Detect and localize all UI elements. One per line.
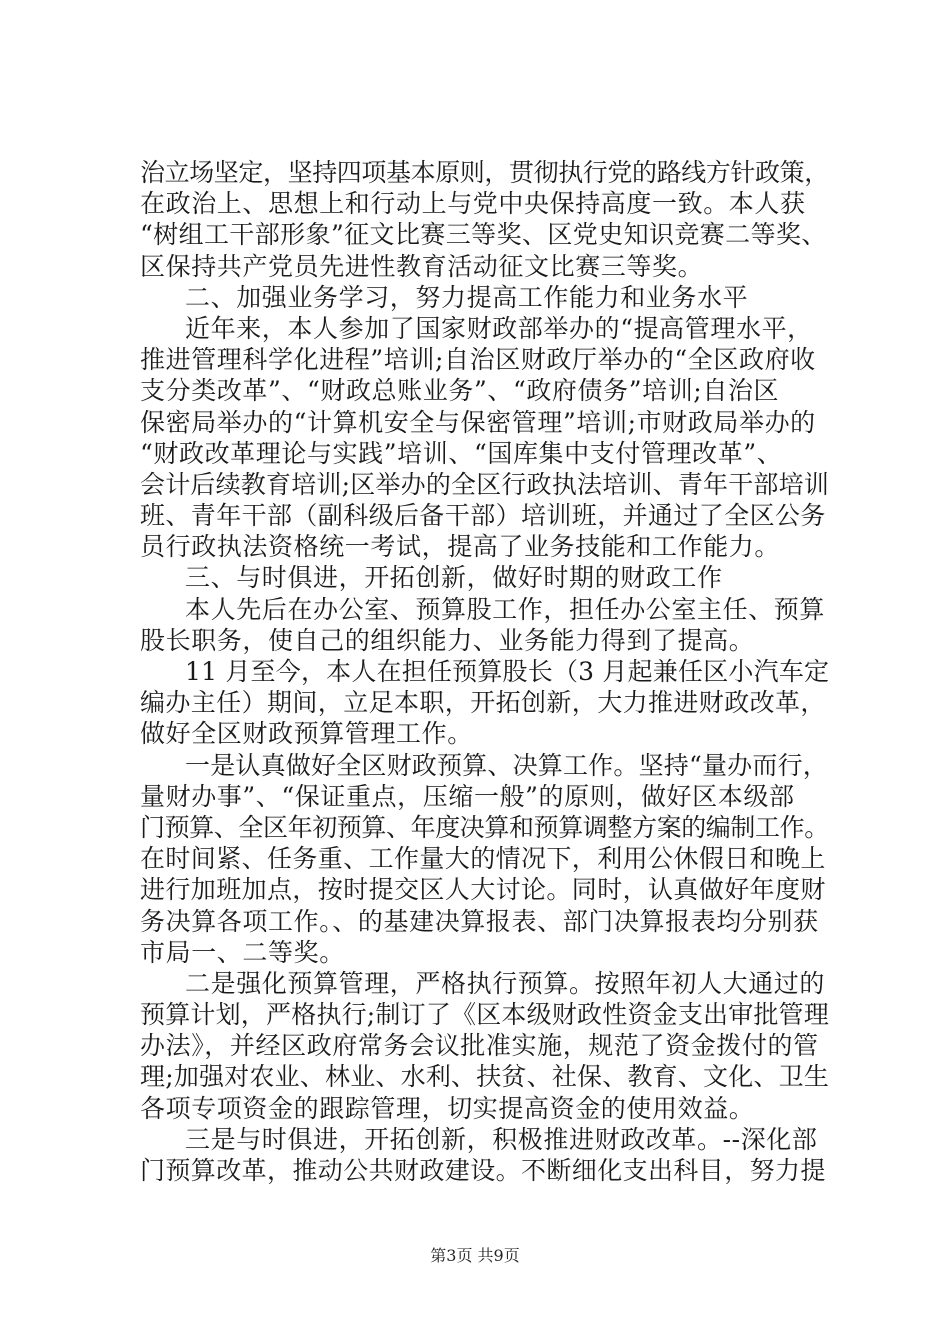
text-line: 量财办事”、“保证重点，压缩一般”的原则，做好区本级部 (140, 781, 795, 811)
text-line: 理;加强对农业、林业、水利、扶贫、社保、教育、文化、卫生 (140, 1062, 830, 1092)
text-line: 员行政执法资格统一考试，提高了业务技能和工作能力。 (140, 532, 781, 562)
text-line: 近年来，本人参加了国家财政部举办的“提高管理水平， (185, 313, 813, 343)
text-line: 做好全区财政预算管理工作。 (140, 719, 473, 749)
page-footer: 第3页 共9页 (430, 1246, 520, 1265)
text-line: 班、青年干部（副科级后备干部）培训班，并通过了全区公务 (140, 501, 826, 531)
text-line: 务决算各项工作。、的基建决算报表、部门决算报表均分别获 (140, 906, 819, 936)
text-line: 本人先后在办公室、预算股工作，担任办公室主任、预算 (185, 594, 826, 624)
text-line: 编办主任）期间，立足本职，开拓创新，大力推进财政改革， (140, 688, 826, 718)
text-line: 一是认真做好全区财政预算、决算工作。坚持“量办而行， (185, 750, 828, 780)
text-line: 在政治上、思想上和行动上与党中央保持高度一致。本人获 (140, 189, 806, 219)
text-line: 区保持共产党员先进性教育活动征文比赛三等奖。 (140, 251, 704, 281)
text-line: 在时间紧、任务重、工作量大的情况下，利用公休假日和晚上 (140, 844, 826, 874)
text-line: 11 月至今，本人在担任预算股长（3 月起兼任区小汽车定 (185, 657, 830, 686)
text-line: 预算计划，严格执行;制订了《区本级财政性资金支出审批管理 (140, 1000, 830, 1030)
text-line: 市局一、二等奖。 (140, 937, 345, 967)
text-line: 推进管理科学化进程”培训;自治区财政厅举办的“全区政府收 (140, 345, 816, 375)
text-line: 股长职务，使自己的组织能力、业务能力得到了提高。 (140, 625, 755, 655)
text-line: 三、与时俱进，开拓创新，做好时期的财政工作 (185, 563, 723, 593)
text-line: 治立场坚定，坚持四项基本原则，贯彻执行党的路线方针政策， (140, 158, 829, 187)
text-line: 门预算改革，推动公共财政建设。不断细化支出科目，努力提 (140, 1156, 826, 1185)
text-line: 保密局举办的“计算机安全与保密管理”培训;市财政局举办的 (140, 407, 816, 437)
text-line: 二、加强业务学习，努力提高工作能力和业务水平 (185, 282, 749, 312)
text-line: 支分类改革”、“财政总账业务”、“政府债务”培训;自治区 (140, 376, 780, 406)
text-line: 进行加班加点，按时提交区人大讨论。同时，认真做好年度财 (140, 875, 826, 905)
text-line: 三是与时俱进，开拓创新，积极推进财政改革。--深化部 (185, 1124, 818, 1154)
text-line: 办法》，并经区政府常务会议批准实施，规范了资金拨付的管 (140, 1031, 819, 1061)
text-line: “树组工干部形象”征文比赛三等奖、区党史知识竞赛二等奖、 (140, 220, 827, 250)
text-line: 各项专项资金的跟踪管理，切实提高资金的使用效益。 (140, 1093, 755, 1123)
text-line: 二是强化预算管理，严格执行预算。按照年初人大通过的 (185, 968, 826, 998)
document-body (140, 157, 830, 1186)
text-line: “财政改革理论与实践”培训、“国库集中支付管理改革”、 (140, 438, 783, 468)
text-line: 会计后续教育培训;区举办的全区行政执法培训、青年干部培训 (140, 469, 830, 499)
text-line: 门预算、全区年初预算、年度决算和预算调整方案的编制工作。 (140, 812, 829, 842)
